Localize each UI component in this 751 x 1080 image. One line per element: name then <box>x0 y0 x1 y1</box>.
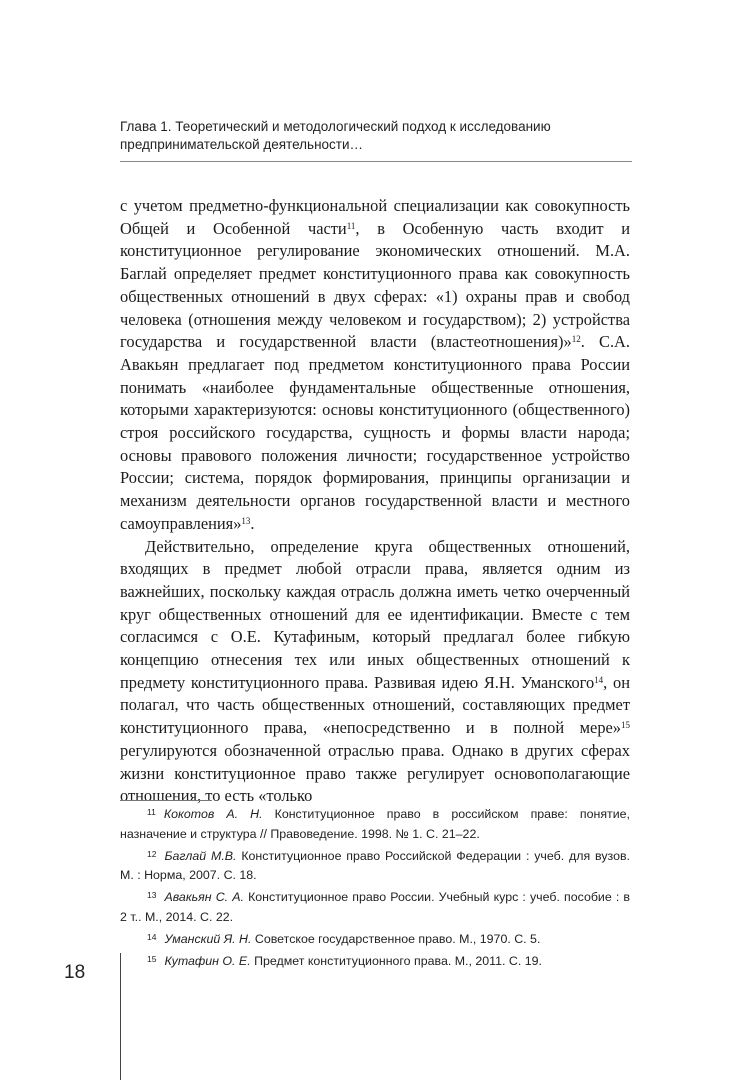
paragraph-1 <box>120 195 630 536</box>
footnote-text: Предмет конституционного права. М., 2011. С. 19. <box>250 953 542 968</box>
paragraph-1-text-d: . <box>250 513 255 533</box>
paragraph-2-text-b: , он полагал, что часть общественных отношений, составляющих предмет конституционного права, «непосредственно и в полной мере» <box>120 672 630 738</box>
footnote <box>120 886 630 928</box>
paragraph-1-text-b: , в Особенную часть входит и конституционное регулирование экономических отношений. М.А. Баглай определяет предмет конституционного права как совокупность общественных отношений в двух сферах: «1) охраны прав и свобод человека (отношения между человеком и государством); 2) устройства государства и государственной власти (властеотношения)» <box>120 218 630 352</box>
footnote-number: 12 <box>147 848 157 859</box>
footnote <box>120 803 630 845</box>
running-header-line-2: предпринимательской деятельности… <box>120 137 363 152</box>
paragraph-2 <box>120 536 630 808</box>
paragraph-1-text-a: с учетом предметно-функциональной специализации как совокупность Общей и Особенной части <box>120 196 630 238</box>
header-divider <box>120 161 632 162</box>
page-number: 18 <box>64 962 86 983</box>
footnote-author: Уманский Я. Н. <box>164 931 252 946</box>
footnote-ref-12[interactable]: 12 <box>571 334 581 345</box>
footnote <box>120 928 630 950</box>
paragraph-2-text-a: Действительно, определение круга общественных отношений, входящих в предмет любой отрасли права, является одним из важнейших, поскольку каждая отрасль должна иметь четко очерченный круг общественных отношений для ее идентификации. Вместе с тем согласимся с О.Е. Кутафиным, который предлагал более гибкую концепцию отнесения тех или иных общественных отношений к предмету конституционного права. Развивая идею Я.Н. Уманского <box>120 536 630 692</box>
footnote-author: Авакьян С. А. <box>164 890 244 905</box>
footnote-text: Советское государственное право. М., 1970. С. 5. <box>251 931 541 946</box>
footnote-number: 11 <box>147 807 156 817</box>
running-header <box>120 118 630 154</box>
footnote-divider <box>120 800 212 801</box>
footnote-author: Кутафин О. Е. <box>164 953 251 968</box>
footnote-text: Конституционное право Российской Федерации : учеб. для вузов. М. : Норма, 2007. С. 18. <box>120 848 630 883</box>
footnote-ref-15[interactable]: 15 <box>621 720 630 731</box>
footnote-number: 14 <box>147 931 157 942</box>
footnotes <box>120 803 630 971</box>
footnote-ref-11[interactable]: 11 <box>346 220 356 231</box>
footnote-number: 13 <box>147 890 157 901</box>
footnote-author: Кокотов А. Н. <box>163 807 263 821</box>
paragraph-2-text-c: регулируются обозначенной отраслью права. Однако в других сферах жизни конституционное право также регулирует основополагающие отношения, то есть «только <box>120 740 630 806</box>
footnote <box>120 950 630 972</box>
footnote-author: Баглай М.В. <box>164 848 237 863</box>
footnote-ref-13[interactable]: 13 <box>241 515 251 526</box>
footnote-number: 15 <box>147 953 157 964</box>
footnote-text: Конституционное право в российском праве: понятие, назначение и структура // Правоведение. 1998. № 1. С. 21–22. <box>120 807 630 841</box>
footnote-ref-14[interactable]: 14 <box>594 674 604 685</box>
margin-rule <box>120 953 121 1080</box>
footnote-text: Конституционное право России. Учебный курс : учеб. пособие : в 2 т.. М., 2014. С. 22. <box>120 890 630 924</box>
main-text <box>120 195 630 808</box>
running-header-line-1: Глава 1. Теоретический и методологический подход к исследованию <box>120 119 551 134</box>
footnote <box>120 845 630 887</box>
paragraph-1-text-c: . С.А. Авакьян предлагает под предметом конституционного права России понимать «наиболее фундаментальные общественные отношения, которыми характеризуются: основы конституционного (общественного) строя российского государства, сущность и формы власти народа; основы правового положения личности; государственное устройство России; система, порядок формирования, принципы организации и механизм деятельности органов государственной власти и местного самоуправления» <box>120 332 630 533</box>
